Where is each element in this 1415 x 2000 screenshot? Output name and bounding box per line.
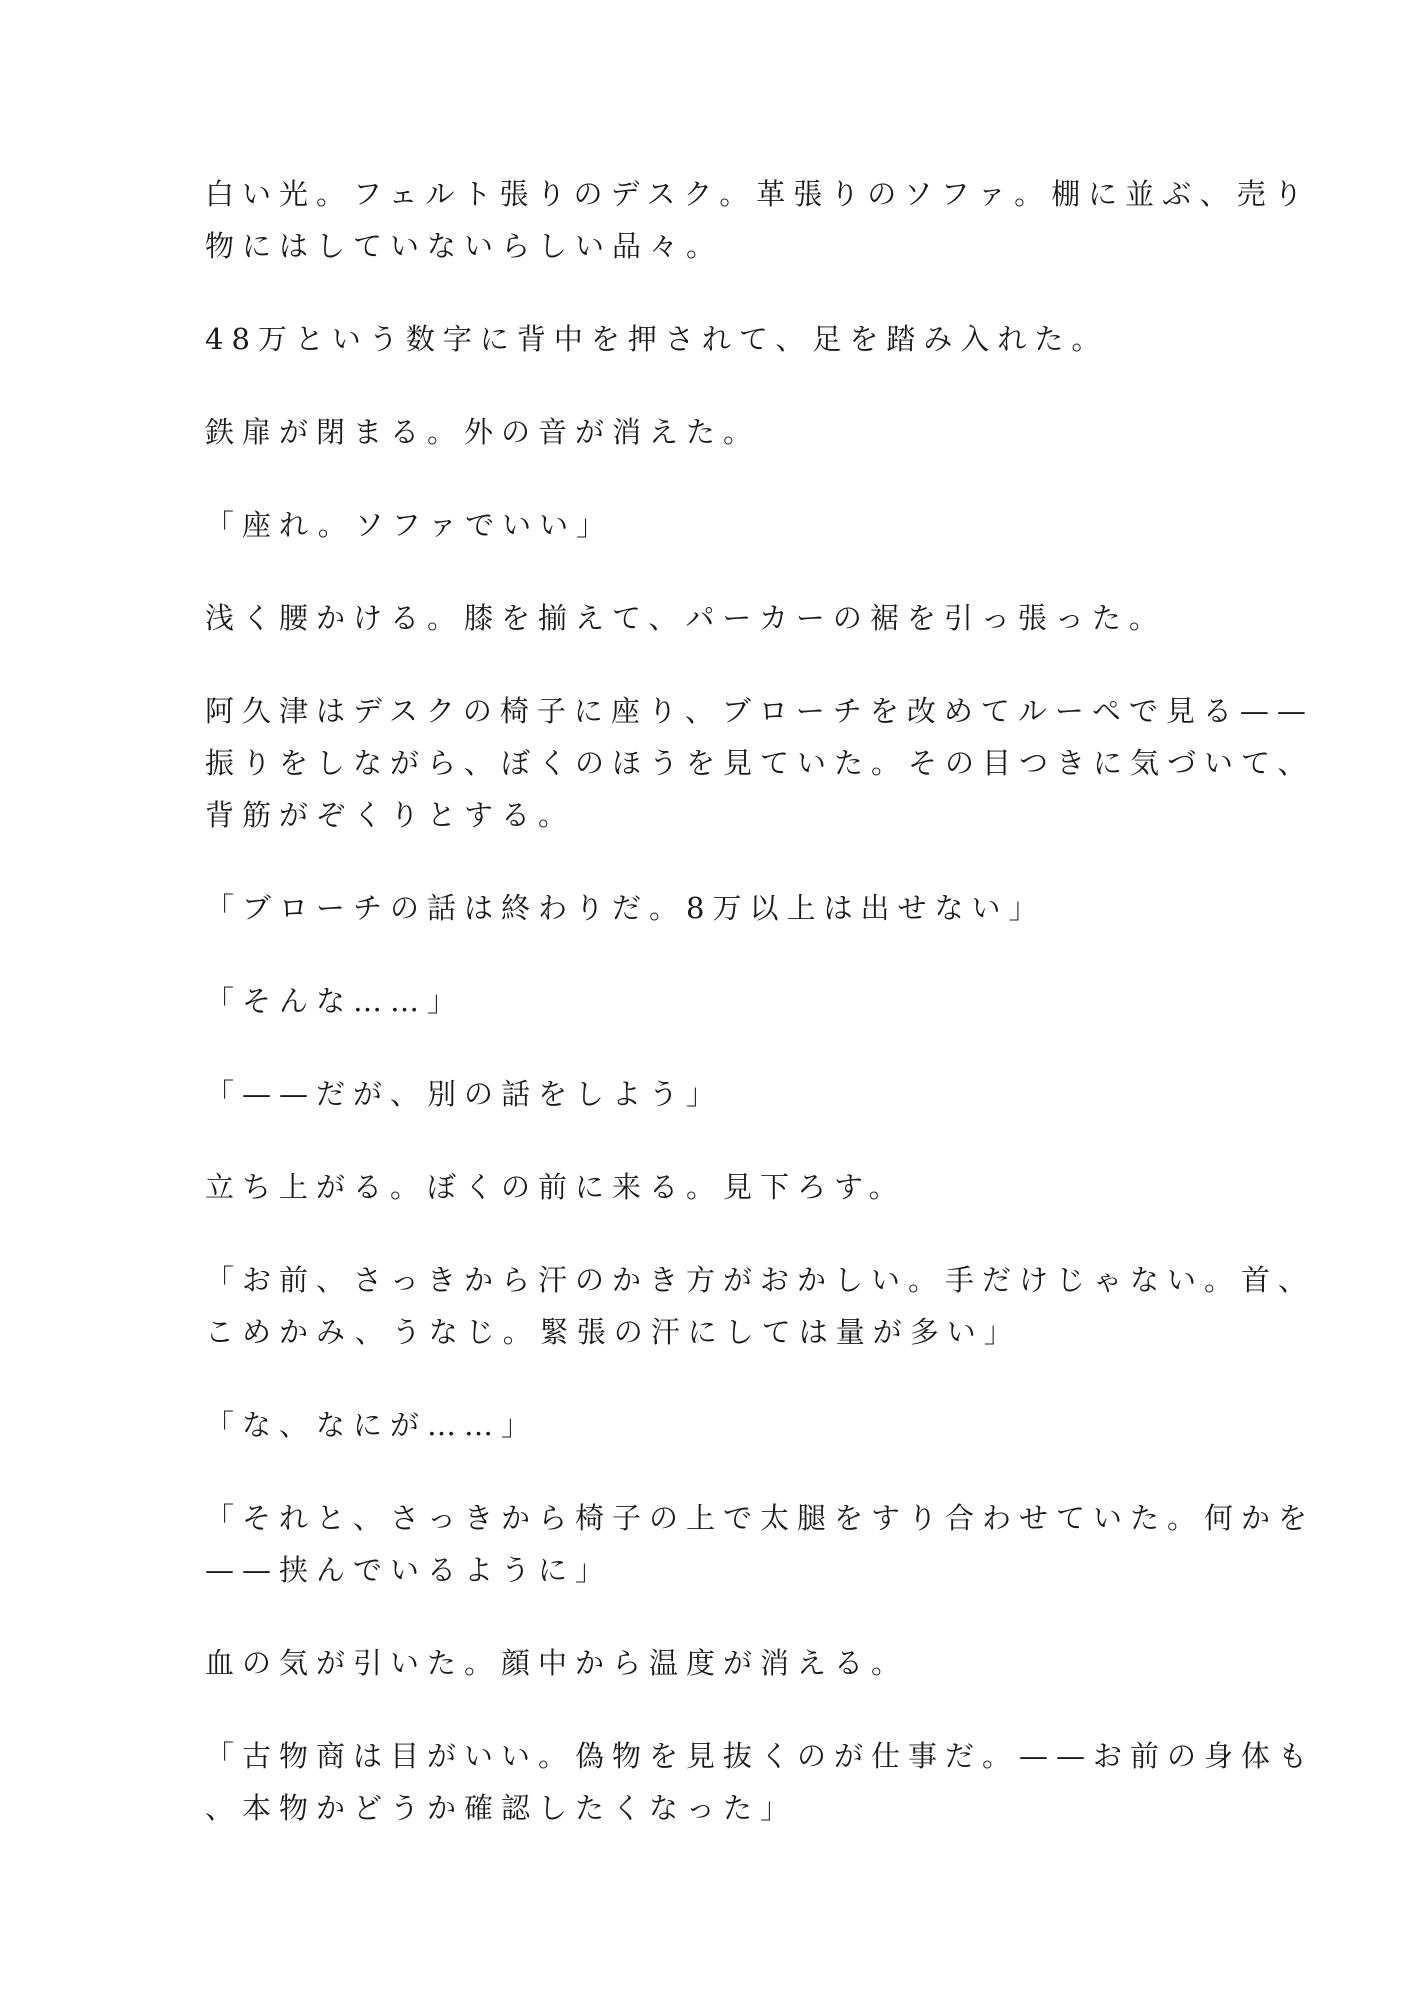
text-line: 血の気が引いた。顔中から温度が消える。: [205, 1646, 909, 1680]
text-line: 「古物商は目がいい。偽物を見抜くのが仕事だ。——お前の身体も: [205, 1739, 1316, 1773]
paragraph: [205, 975, 1215, 1027]
text-line: 、本物かどうか確認したくなった」: [205, 1791, 798, 1825]
paragraph: [205, 406, 1215, 458]
text-line: 「な、なにが……」: [205, 1408, 539, 1442]
text-line: 「お前、さっきから汗のかき方がおかしい。手だけじゃない。首、: [205, 1263, 1316, 1297]
text-line: 「座れ。ソファでいい」: [205, 508, 614, 542]
text-line: 浅く腰かける。膝を揃えて、パーカーの裾を引っ張った。: [205, 601, 1166, 635]
paragraph: [205, 1492, 1316, 1596]
paragraph: [205, 1161, 1215, 1213]
paragraph: [205, 499, 1215, 551]
document-body: [205, 168, 1316, 1875]
text-line: 「そんな……」: [205, 984, 465, 1018]
text-line: こめかみ、うなじ。緊張の汗にしては量が多い」: [205, 1315, 1021, 1349]
text-line: 背筋がぞくりとする。: [205, 798, 576, 832]
paragraph: [205, 313, 1215, 365]
paragraph: [205, 1068, 1215, 1120]
text-line: 阿久津はデスクの椅子に座り、ブローチを改めてルーペで見る——: [205, 694, 1314, 728]
paragraph: [205, 882, 1215, 934]
paragraph: [205, 685, 1315, 841]
paragraph: [205, 1399, 1215, 1451]
text-line: 鉄扉が閉まる。外の音が消えた。: [205, 415, 761, 449]
text-line: 白い光。フェルト張りのデスク。革張りのソファ。棚に並ぶ、売り: [205, 177, 1311, 211]
text-line: 「ブローチの話は終わりだ。8万以上は出せない」: [205, 891, 1046, 925]
text-line: 振りをしながら、ぼくのほうを見ていた。その目つきに気づいて、: [205, 746, 1315, 780]
text-line: 立ち上がる。ぼくの前に来る。見下ろす。: [205, 1170, 906, 1204]
paragraph: [205, 1730, 1316, 1834]
text-line: 48万という数字に背中を押されて、足を踏み入れた。: [205, 322, 1109, 356]
paragraph: [205, 1637, 1215, 1689]
text-line: ——挟んでいるように」: [205, 1553, 613, 1587]
text-line: 物にはしていないらしい品々。: [205, 229, 724, 263]
paragraph: [205, 168, 1311, 272]
paragraph: [205, 1254, 1316, 1358]
text-line: 「——だが、別の話をしよう」: [205, 1077, 724, 1111]
paragraph: [205, 592, 1215, 644]
text-line: 「それと、さっきから椅子の上で太腿をすり合わせていた。何かを: [205, 1501, 1316, 1535]
